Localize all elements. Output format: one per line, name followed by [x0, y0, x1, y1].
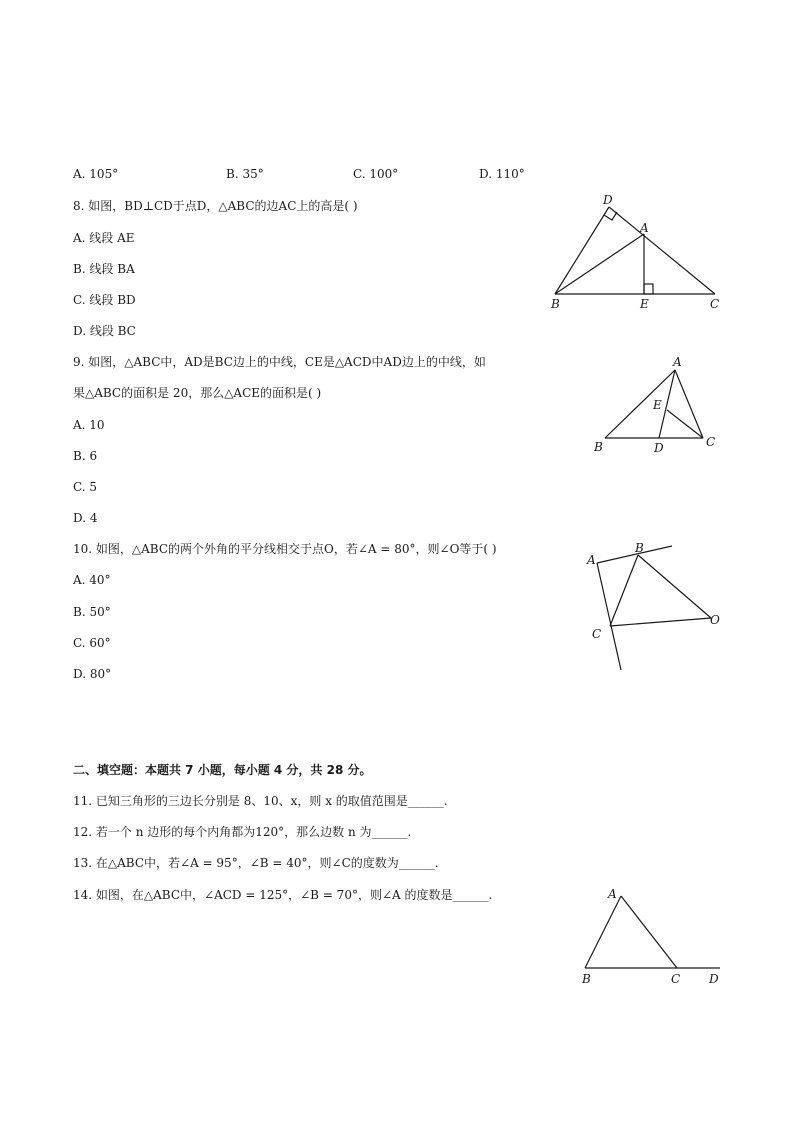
q9-label-e: E	[653, 398, 662, 412]
q14-segment-ac	[621, 896, 677, 968]
q8-segment-ba	[555, 234, 644, 294]
q7-option-d: D. 110°	[479, 167, 525, 181]
q14-segment-ab	[585, 896, 621, 968]
q8-option-d: D. 线段 BC	[73, 324, 136, 338]
q10-segment-bo	[638, 555, 711, 618]
q9-option-a: A. 10	[73, 418, 105, 432]
q8-figure	[540, 190, 730, 315]
q10-label-o: O	[710, 613, 720, 627]
q9-label-d: D	[654, 441, 664, 455]
q8-segment-dc	[609, 207, 715, 294]
q10-figure	[580, 538, 730, 673]
q8-segment-bd	[555, 207, 609, 294]
q10-segment-co	[610, 618, 711, 626]
q8-label-b: B	[551, 297, 560, 311]
q9-label-c: C	[706, 435, 716, 449]
q14-stem: 14. 如图，在△ABC中，∠ACD = 125°，∠B = 70°，则∠A 的度数是______.	[73, 888, 493, 902]
q14-label-b: B	[582, 972, 591, 986]
q8-option-a: A. 线段 AE	[73, 231, 135, 245]
q10-option-a: A. 40°	[73, 573, 111, 587]
q13-stem: 13. 在△ABC中，若∠A = 95°，∠B = 40°，则∠C的度数为______.	[73, 856, 439, 870]
q7-option-a: A. 105°	[73, 167, 119, 181]
q10-label-c: C	[592, 627, 602, 641]
q14-figure	[575, 885, 730, 990]
q9-figure	[585, 352, 725, 462]
q14-label-c: C	[671, 972, 681, 986]
q10-ray-ac-extended	[597, 563, 621, 670]
q7-option-c: C. 100°	[353, 167, 399, 181]
q10-option-d: D. 80°	[73, 667, 112, 681]
q8-right-angle-e	[644, 284, 653, 294]
q10-label-b: B	[635, 541, 644, 555]
q7-option-b: B. 35°	[226, 167, 264, 181]
q10-segment-bc	[610, 555, 638, 626]
q8-label-c: C	[710, 297, 720, 311]
q10-label-a: A	[587, 553, 596, 567]
q14-label-a: A	[608, 887, 617, 901]
section-2-title: 二、填空题：本题共 7 小题，每小题 4 分，共 28 分。	[73, 763, 372, 777]
q8-label-a: A	[640, 221, 649, 235]
q9-option-c: C. 5	[73, 480, 98, 494]
q9-segment-ab	[605, 370, 675, 438]
q10-option-b: B. 50°	[73, 605, 111, 619]
q9-stem-line2: 果△ABC的面积是 20，那么△ACE的面积是( )	[73, 386, 322, 400]
q10-option-c: C. 60°	[73, 636, 111, 650]
q12-stem: 12. 若一个 n 边形的每个内角都为120°，那么边数 n 为______.	[73, 825, 412, 839]
q8-right-angle-d	[604, 212, 617, 220]
q8-option-b: B. 线段 BA	[73, 262, 135, 276]
q8-stem: 8. 如图，BD⊥CD于点D，△ABC的边AC上的高是( )	[73, 199, 358, 213]
q9-option-d: D. 4	[73, 511, 98, 525]
q9-label-a: A	[673, 355, 682, 369]
q9-label-b: B	[594, 440, 603, 454]
q9-option-b: B. 6	[73, 449, 98, 463]
q11-stem: 11. 已知三角形的三边长分别是 8、10、x，则 x 的取值范围是______.	[73, 794, 448, 808]
q8-label-d: D	[603, 193, 613, 207]
q8-option-c: C. 线段 BD	[73, 293, 136, 307]
q9-stem-line1: 9. 如图，△ABC中，AD是BC边上的中线，CE是△ACD中AD边上的中线，如	[73, 355, 486, 369]
q10-stem: 10. 如图，△ABC的两个外角的平分线相交于点O，若∠A = 80°，则∠O等于( )	[73, 542, 497, 556]
q14-label-d: D	[709, 972, 719, 986]
q8-label-e: E	[640, 297, 649, 311]
